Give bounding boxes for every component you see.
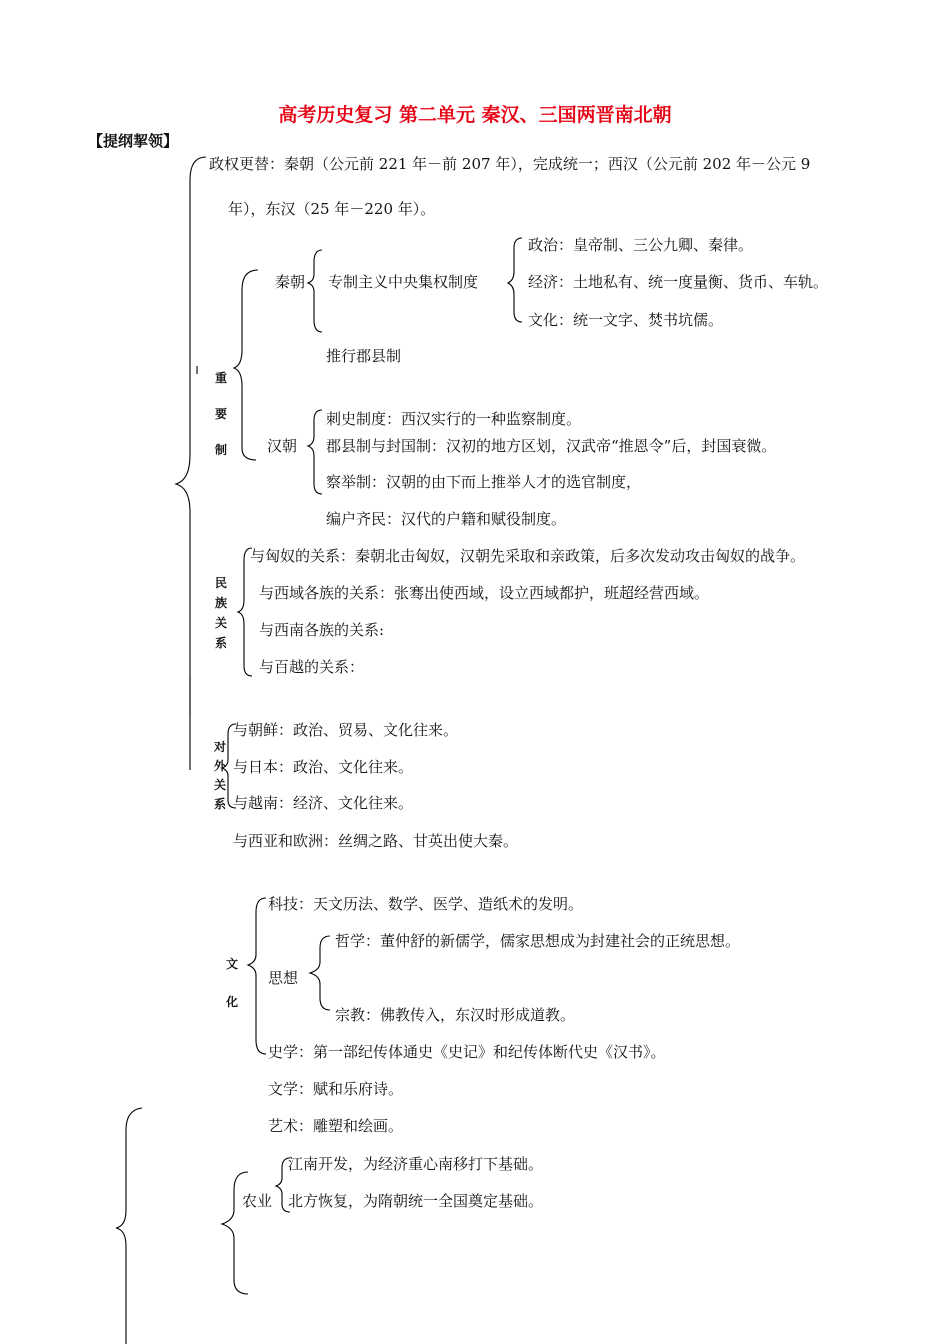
culture-label: 文化 — [225, 957, 238, 1009]
brace-agriculture — [222, 1172, 248, 1294]
brace-han — [308, 410, 322, 494]
culture-philosophy: 哲学：董仲舒的新儒学，儒家思想成为封建社会的正统思想。 — [335, 932, 741, 950]
qin-economic: 经济：土地私有、统一度量衡、货币、车轨。 — [528, 273, 829, 291]
agriculture-label: 农业 — [242, 1192, 273, 1210]
culture-art: 艺术：雕塑和绘画。 — [268, 1117, 404, 1135]
han-label: 汉朝 — [267, 437, 298, 455]
han-household: 编户齐民：汉代的户籍和赋役制度。 — [326, 510, 567, 528]
ethnic-western-regions: 与西域各族的关系：张骞出使西域，设立西域都护，班超经营西域。 — [259, 584, 710, 602]
ethnic-xiongnu: 与匈奴的关系：秦朝北击匈奴，汉朝先采取和亲政策，后多次发动攻击匈奴的战争。 — [250, 547, 806, 565]
qin-political: 政治：皇帝制、三公九卿、秦律。 — [528, 236, 754, 254]
foreign-japan: 与日本：政治、文化往来。 — [233, 758, 414, 776]
brace-ethnic — [238, 548, 252, 676]
ethnic-label: 民族关系 — [214, 576, 227, 650]
foreign-west: 与西亚和欧洲：丝绸之路、甘英出使大秦。 — [233, 832, 519, 850]
brace-centralization — [508, 238, 522, 322]
han-fiefdom: 郡县制与封国制：汉初的地方区划，汉武帝“推恩令”后，封国衰微。 — [326, 437, 777, 455]
foreign-vietnam: 与越南：经济、文化往来。 — [233, 794, 414, 812]
politics-line-2: 年），东汉（25 年－220 年）。 — [228, 200, 436, 218]
culture-literature: 文学：赋和乐府诗。 — [268, 1080, 404, 1098]
foreign-label: 对外关系 — [213, 740, 226, 811]
foreign-korea: 与朝鲜：政治、贸易、文化往来。 — [233, 721, 459, 739]
systems-label: 重要制 — [214, 371, 227, 457]
culture-history: 史学：第一部纪传体通史《史记》和纪传体断代史《汉书》。 — [268, 1043, 666, 1061]
page-title: 高考历史复习 第二单元 秦汉、三国两晋南北朝 — [278, 104, 672, 126]
brace-politics — [176, 157, 206, 718]
culture-thought-label: 思想 — [268, 969, 299, 987]
qin-county: 推行郡县制 — [326, 347, 402, 365]
qin-centralization: 专制主义中央集权制度 — [328, 273, 479, 291]
qin-label: 秦朝 — [275, 273, 306, 291]
culture-science: 科技：天文历法、数学、医学、造纸术的发明。 — [268, 895, 584, 913]
han-recommendation: 察举制：汉朝的由下而上推举人才的选官制度， — [326, 473, 642, 491]
brace-thought — [310, 936, 330, 1010]
brace-qin — [308, 250, 322, 332]
ethnic-southwest: 与西南各族的关系: — [259, 621, 385, 639]
agriculture-south: 江南开发，为经济重心南移打下基础。 — [288, 1155, 544, 1173]
agriculture-north: 北方恢复，为隋朝统一全国奠定基础。 — [288, 1192, 544, 1210]
qin-cultural: 文化：统一文字、焚书坑儒。 — [528, 311, 724, 329]
ethnic-baiyue: 与百越的关系： — [259, 658, 365, 676]
section-tag: 【提纲挈领】 — [88, 132, 179, 150]
brace-economy — [116, 1108, 142, 1344]
culture-religion: 宗教：佛教传入，东汉时形成道教。 — [335, 1006, 576, 1024]
brace-systems — [234, 270, 258, 460]
politics-line-1: 政权更替：秦朝（公元前 221 年－前 207 年），完成统一；西汉（公元前 202 年－公元 9 — [209, 155, 811, 173]
brace-culture — [248, 898, 266, 1054]
han-inspector: 刺史制度：西汉实行的一种监察制度。 — [326, 410, 582, 428]
